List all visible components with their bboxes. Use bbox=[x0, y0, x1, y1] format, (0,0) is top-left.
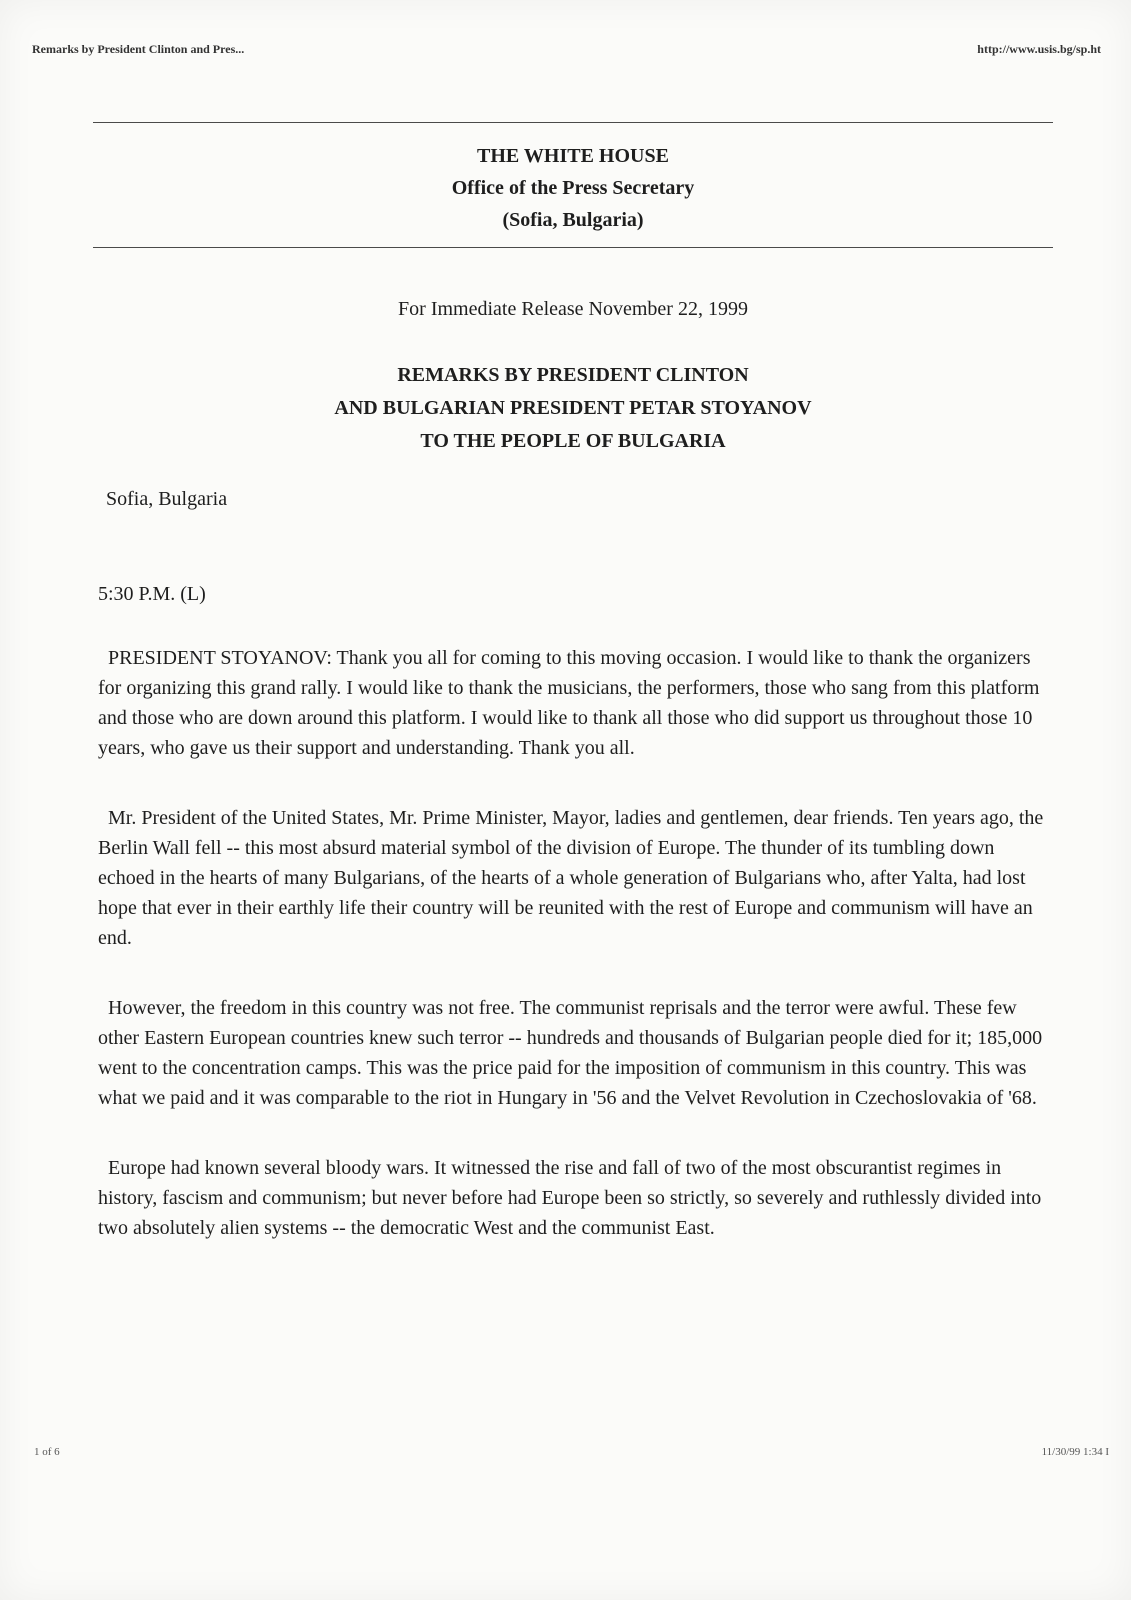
paragraph: Mr. President of the United States, Mr. Prime Minister, Mayor, ladies and gentlemen, dear friends. Ten years ago, the Berlin Wall fell -- this most absurd material symbol of the division of Europe. The thunder of its tumbling down echoed in the hearts of many Bulgarians, of the hearts of a whole generation of Bulgarians who, after Yalta, had lost hope that ever in their earthly life their country will be reunited with the rest of Europe and communism will have an end. bbox=[98, 807, 1044, 949]
title-line-3: TO THE PEOPLE OF BULGARIA bbox=[420, 430, 726, 452]
title-line-1: REMARKS BY PRESIDENT CLINTON bbox=[397, 364, 749, 386]
masthead-line-3: (Sofia, Bulgaria) bbox=[502, 209, 644, 231]
browser-print-footer bbox=[34, 1446, 1109, 1464]
header-url: http://www.usis.bg/sp.ht bbox=[977, 42, 1101, 56]
bottom-divider bbox=[93, 247, 1053, 248]
browser-print-header bbox=[32, 42, 1101, 62]
title-line-2: AND BULGARIAN PRESIDENT PETAR STOYANOV bbox=[334, 397, 812, 419]
dateline-time: 5:30 P.M. (L) bbox=[98, 583, 206, 605]
top-divider bbox=[93, 122, 1053, 123]
print-timestamp: 11/30/99 1:34 I bbox=[1041, 1446, 1109, 1458]
paragraph: However, the freedom in this country was not free. The communist reprisals and the terror were awful. These few other Eastern European countries knew such terror -- hundreds and thousands of Bulgarian people died for it; 185,000 went to the concentration camps. This was the price paid for the imposition of communism in this country. This was what we paid and it was comparable to the riot in Hungary in '56 and the Velvet Revolution in Czechoslovakia of '68. bbox=[98, 997, 1043, 1109]
masthead-line-1: THE WHITE HOUSE bbox=[477, 145, 669, 167]
masthead-line-2: Office of the Press Secretary bbox=[451, 177, 695, 199]
release-line: For Immediate Release November 22, 1999 bbox=[398, 298, 748, 320]
masthead bbox=[93, 140, 1053, 236]
page-number: 1 of 6 bbox=[34, 1446, 60, 1458]
paragraph: PRESIDENT STOYANOV: Thank you all for coming to this moving occasion. I would like to thank the organizers for organizing this grand rally. I would like to thank the musicians, the performers, those who sang from this platform and those who are down around this platform. I would like to thank all those who did support us throughout those 10 years, who gave us their support and understanding. Thank you all. bbox=[98, 647, 1040, 759]
paragraph: Europe had known several bloody wars. It witnessed the rise and fall of two of the most obscurantist regimes in history, fascism and communism; but never before had Europe been so strictly, so severely and ruthlessly divided into two absolutely alien systems -- the democratic West and the communist East. bbox=[98, 1157, 1042, 1239]
header-page-title: Remarks by President Clinton and Pres... bbox=[32, 42, 245, 56]
dateline-location: Sofia, Bulgaria bbox=[106, 488, 228, 510]
remarks-body bbox=[98, 643, 1050, 1283]
document-title bbox=[93, 359, 1053, 458]
